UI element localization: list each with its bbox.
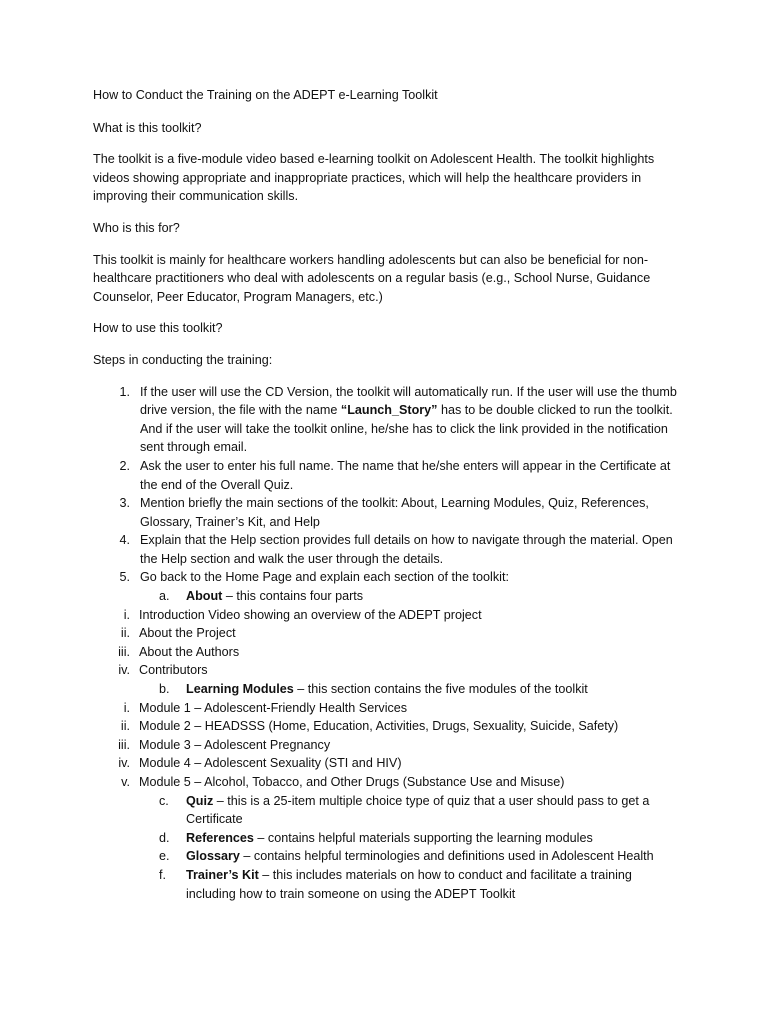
module-item: [0, 699, 683, 718]
section-desc: – contains helpful materials supporting the learning modules: [253, 830, 593, 845]
section-item-references: [93, 829, 683, 848]
toolkit-sections-list: [93, 587, 683, 903]
section-name: About: [186, 589, 223, 604]
section-letter: e.: [159, 849, 170, 864]
steps-intro: Steps in conducting the training:: [93, 352, 273, 367]
section-name: Quiz: [186, 793, 214, 808]
about-part-item: [0, 624, 683, 643]
section-item-trainers-kit: [93, 866, 683, 903]
what-heading: What is this toolkit?: [93, 120, 202, 135]
step-number: 2.: [119, 458, 130, 473]
roman-number: iv.: [118, 663, 130, 678]
roman-number: iv.: [118, 756, 130, 771]
launch-story-filename: “Launch_Story”: [340, 403, 438, 418]
step-text: Go back to the Home Page and explain each section of the toolkit:: [140, 570, 509, 585]
who-heading: Who is this for?: [93, 220, 180, 235]
how-heading: How to use this toolkit?: [93, 321, 223, 336]
roman-number: iii.: [118, 737, 130, 752]
module-text: Module 3 – Adolescent Pregnancy: [139, 737, 331, 752]
step-number: 1.: [119, 384, 130, 399]
section-name: Learning Modules: [186, 682, 294, 697]
section-item-quiz: [93, 792, 683, 829]
section-name: Glossary: [186, 849, 240, 864]
roman-number: ii.: [120, 719, 130, 734]
roman-number: ii.: [120, 626, 130, 641]
section-item-learning-modules: [93, 680, 683, 699]
step-number: 5.: [119, 570, 130, 585]
about-part-item: [0, 643, 683, 662]
about-part-text: About the Project: [139, 626, 236, 641]
about-part-text: Contributors: [139, 663, 208, 678]
module-text: Module 1 – Adolescent-Friendly Health Services: [139, 700, 408, 715]
roman-number: i.: [123, 700, 130, 715]
section-desc: – this is a 25-item multiple choice type of quiz that a user should pass to get a Certificate: [186, 793, 650, 827]
what-paragraph: The toolkit is a five-module video based e-learning toolkit on Adolescent Health. The toolkit highlights videos showing appropriate and inappropriate practices, which will help the healthcare providers in improving their communication skills.: [93, 152, 655, 204]
module-item: [0, 717, 683, 736]
section-item-about: [93, 587, 683, 606]
section-letter: b.: [159, 682, 170, 697]
document-title: How to Conduct the Training on the ADEPT e-Learning Toolkit: [93, 88, 438, 102]
section-name: Trainer’s Kit: [186, 867, 259, 882]
module-text: Module 2 – HEADSSS (Home, Education, Activities, Drugs, Sexuality, Suicide, Safety): [139, 719, 619, 734]
document-body: [93, 86, 683, 903]
step-text-pre: If the user will use the CD Version, the toolkit will automatically run. If the user will use the thumb drive version, the file with the name: [140, 384, 677, 418]
roman-number: i.: [123, 607, 130, 622]
module-item: [0, 754, 683, 773]
section-letter: a.: [159, 589, 170, 604]
module-item: [0, 736, 683, 755]
section-item-glossary: [93, 847, 683, 866]
section-name: References: [186, 830, 254, 845]
step-text: Explain that the Help section provides full details on how to navigate through the material. Open the Help section and walk the user through the details.: [140, 533, 673, 566]
steps-list: [93, 383, 683, 588]
step-text: Ask the user to enter his full name. The name that he/she enters will appear in the Certificate at the end of the Overall Quiz.: [140, 458, 671, 492]
step-item: [93, 531, 683, 568]
about-part-text: Introduction Video showing an overview of the ADEPT project: [139, 607, 482, 622]
section-desc: – this contains four parts: [222, 589, 364, 604]
section-desc: – contains helpful terminologies and definitions used in Adolescent Health: [239, 849, 654, 864]
module-item: [0, 773, 683, 792]
step-number: 3.: [119, 496, 130, 511]
section-letter: c.: [159, 793, 169, 808]
step-text-post: has to be double clicked to run the toolkit. And if the user will take the toolkit online, he/she has to click the link provided in the notification sent through email.: [140, 403, 673, 455]
section-letter: d.: [159, 830, 170, 845]
module-text: Module 4 – Adolescent Sexuality (STI and HIV): [139, 756, 402, 771]
step-item: [93, 383, 683, 457]
roman-number: v.: [121, 775, 130, 789]
step-item: [93, 494, 683, 531]
step-item: [93, 457, 683, 494]
step-text: Mention briefly the main sections of the toolkit: About, Learning Modules, Quiz, References, Glossary, Trainer’s Kit, and Help: [140, 496, 649, 529]
about-part-item: [0, 661, 683, 680]
step-item: [93, 568, 683, 587]
step-number: 4.: [119, 533, 130, 548]
section-letter: f.: [159, 867, 166, 882]
about-part-item: [0, 606, 683, 625]
who-paragraph: This toolkit is mainly for healthcare workers handling adolescents but can also be beneficial for non-healthcare practitioners who deal with adolescents on a regular basis (e.g., School Nurse, Guidance Counselor, Peer Educator, Program Managers, etc.): [93, 252, 651, 304]
about-part-text: About the Authors: [139, 644, 240, 659]
section-desc: – this section contains the five modules of the toolkit: [293, 682, 588, 697]
module-text: Module 5 – Alcohol, Tobacco, and Other Drugs (Substance Use and Misuse): [139, 775, 565, 789]
section-desc: – this includes materials on how to conduct and facilitate a training including how to train someone on using the ADEPT Toolkit: [186, 867, 632, 901]
roman-number: iii.: [118, 644, 130, 659]
